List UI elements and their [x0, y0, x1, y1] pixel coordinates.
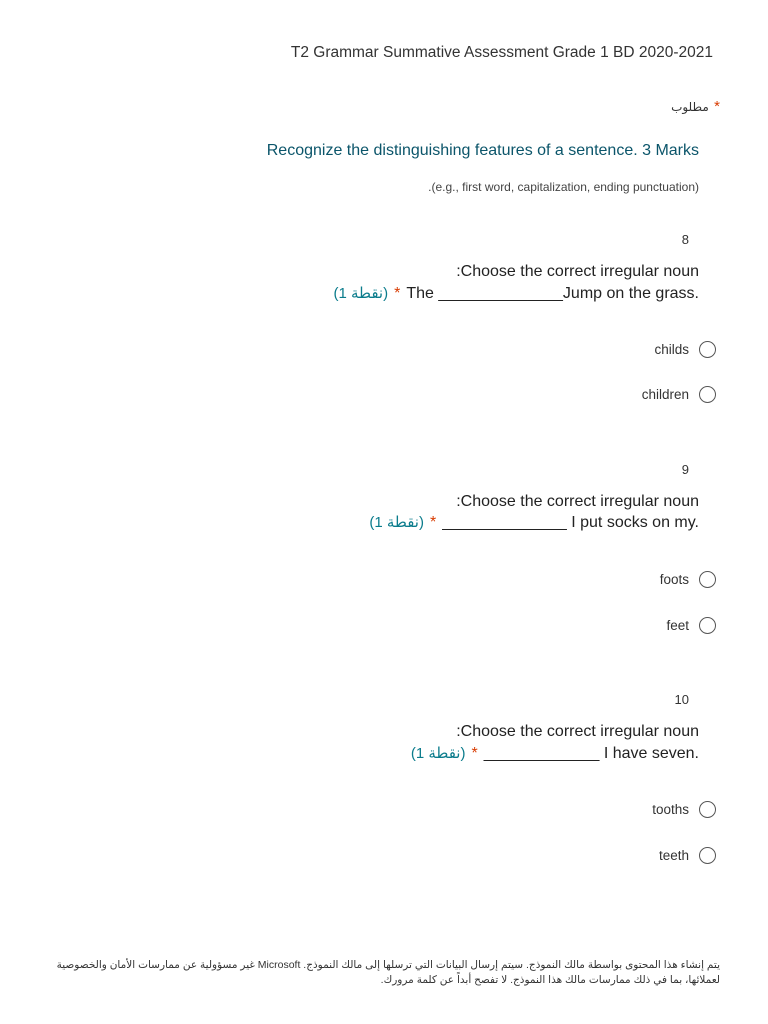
radio-button[interactable]: [699, 847, 716, 864]
required-star: *: [714, 98, 720, 115]
question-points: (1 نقطة): [333, 285, 389, 302]
option-label: feet: [666, 617, 689, 633]
question-number: 8: [681, 232, 689, 247]
radio-button[interactable]: [699, 386, 716, 403]
question-text: The ______________Jump on the grass.: [406, 285, 699, 302]
question-text-line: [369, 513, 699, 532]
option-foots[interactable]: [660, 569, 716, 589]
option-feet[interactable]: [666, 615, 716, 635]
footer-disclaimer: يتم إنشاء هذا المحتوى بواسطة مالك النموذج. سيتم إرسال البيانات التي ترسلها إلى مالك النموذج. Microsoft غير مسؤولية عن ممارسات الأمان والخصوصية لعملائها، بما في ذلك ممارسات مالك هذا النموذج. لا تفصح أبداً عن كلمة مرورك.: [56, 959, 720, 986]
question-required-star: *: [394, 285, 401, 302]
radio-button[interactable]: [699, 571, 716, 588]
question-number: 10: [674, 692, 689, 707]
option-teeth[interactable]: [659, 845, 716, 865]
radio-button[interactable]: [699, 801, 716, 818]
form-title: T2 Grammar Summative Assessment Grade 1 BD 2020-2021: [290, 44, 713, 61]
question-prompt: :Choose the correct irregular noun: [456, 723, 699, 740]
question-text-line: [411, 744, 699, 763]
option-tooths[interactable]: [652, 799, 716, 819]
option-label: teeth: [658, 847, 689, 863]
option-children[interactable]: [642, 384, 716, 404]
question-points: (1 نقطة): [410, 745, 466, 762]
question-required-star: *: [471, 745, 478, 762]
question-required-star: *: [429, 514, 437, 531]
required-label: مطلوب: [671, 100, 709, 114]
option-label: foots: [659, 571, 689, 587]
option-label: childs: [654, 341, 689, 357]
required-note: [671, 98, 720, 115]
question-text-line: [333, 284, 699, 303]
question-text: _____________ I have seven.: [483, 745, 699, 762]
option-label: tooths: [652, 801, 689, 817]
question-number: 9: [681, 462, 689, 477]
question-points: (1 نقطة): [369, 514, 424, 531]
option-label: children: [641, 386, 689, 402]
question-text: ______________ I put socks on my.: [442, 514, 699, 531]
option-childs[interactable]: [654, 339, 716, 359]
question-prompt: :Choose the correct irregular noun: [456, 493, 699, 510]
section-description: .(e.g., first word, capitalization, ending punctuation): [428, 180, 699, 194]
question-prompt: :Choose the correct irregular noun: [456, 263, 699, 280]
radio-button[interactable]: [699, 617, 716, 634]
radio-button[interactable]: [699, 341, 716, 358]
section-title: Recognize the distinguishing features of a sentence. 3 Marks: [266, 142, 699, 159]
